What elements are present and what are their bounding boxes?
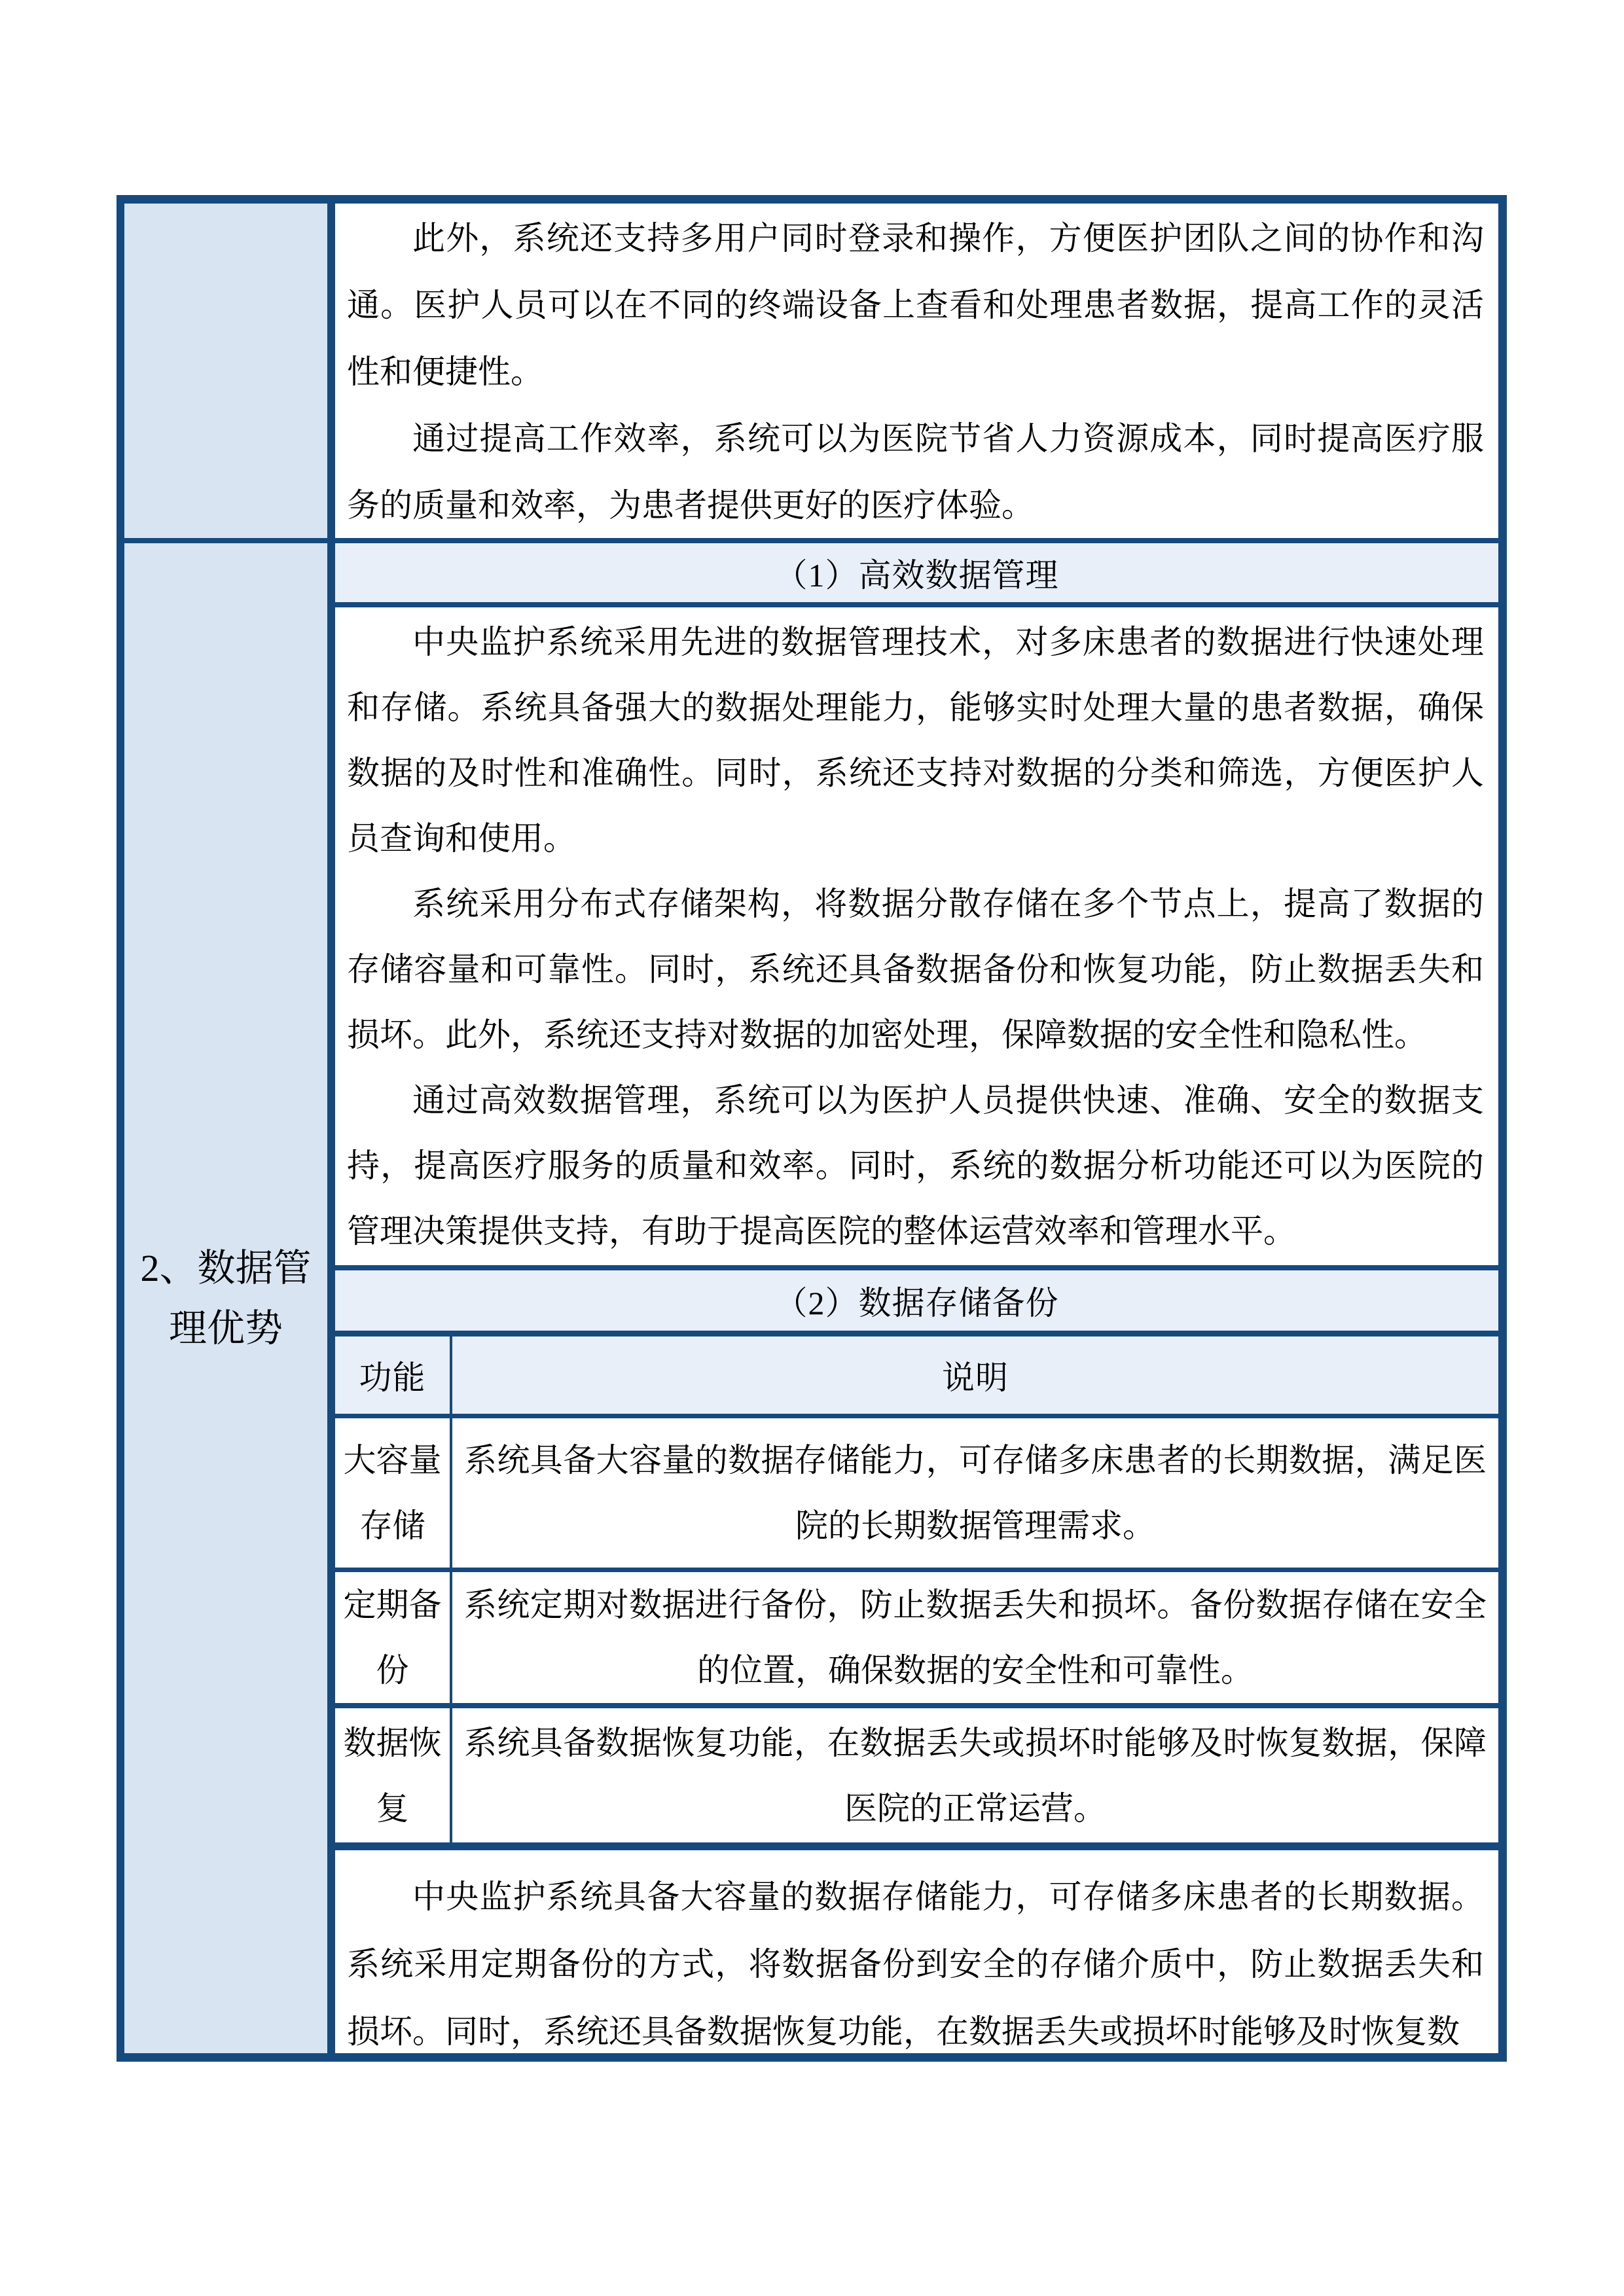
advantages-table [117, 195, 1507, 2062]
column-header-feature [335, 1336, 450, 1414]
column-header-description-label: 说明 [942, 1359, 1009, 1396]
table-row-feature [335, 1572, 450, 1703]
continuation-paragraph: 此外，系统还支持多用户同时登录和操作，方便医护团队之间的协作和沟通。医护人员可以在不同的终端设备上查看和处理患者数据，提高工作的灵活性和便捷性。 [347, 220, 1484, 390]
table-row-description [452, 1708, 1498, 1842]
table-row-feature [335, 1708, 450, 1842]
section1-paragraph: 中央监护系统采用先进的数据管理技术，对多床患者的数据进行快速处理和存储。系统具备强大的数据处理能力，能够实时处理大量的患者数据，确保数据的及时性和准确性。同时，系统还支持对数据的分类和筛选，方便医护人员查询和使用。 [347, 624, 1484, 857]
row-label-cell [124, 543, 327, 2053]
feature-label: 数据恢复 [343, 1724, 442, 1827]
section2-title: （2）数据存储备份 [774, 1285, 1059, 1321]
section1-paragraph: 通过高效数据管理，系统可以为医护人员提供快速、准确、安全的数据支持，提高医疗服务的质量和效率。同时，系统的数据分析功能还可以为医院的管理决策提供支持，有助于提高医院的整体运营效率和管理水平。 [347, 1082, 1484, 1249]
table-row-description [452, 1418, 1498, 1568]
column-header-feature-label: 功能 [359, 1359, 426, 1396]
continuation-paragraph: 通过提高工作效率，系统可以为医院节省人力资源成本，同时提高医疗服务的质量和效率，为患者提供更好的医疗体验。 [347, 420, 1484, 524]
column-header-description [452, 1336, 1498, 1414]
section1-paragraph: 系统采用分布式存储架构，将数据分散存储在多个节点上，提高了数据的存储容量和可靠性。同时，系统还具备数据备份和恢复功能，防止数据丢失和损坏。此外，系统还支持对数据的加密处理，保障数据的安全性和隐私性。 [347, 886, 1484, 1053]
description-text: 系统具备大容量的数据存储能力，可存储多床患者的长期数据，满足医院的长期数据管理需求。 [464, 1442, 1487, 1544]
label-cell-empty [124, 204, 327, 538]
table-row-description [452, 1572, 1498, 1703]
continuation-cell [335, 204, 1498, 538]
section2-summary-paragraph: 中央监护系统具备大容量的数据存储能力，可存储多床患者的长期数据。系统采用定期备份的方式，将数据备份到安全的存储介质中，防止数据丢失和损坏。同时，系统还具备数据恢复功能，在数据丢失或损坏时能够及时恢复数 [347, 1878, 1484, 2050]
section1-header [335, 543, 1498, 602]
description-text: 系统定期对数据进行备份，防止数据丢失和损坏。备份数据存储在安全的位置，确保数据的安全性和可靠性。 [464, 1587, 1487, 1689]
section2-header [335, 1270, 1498, 1331]
feature-label: 大容量存储 [343, 1442, 442, 1544]
description-text: 系统具备数据恢复功能，在数据丢失或损坏时能够及时恢复数据，保障医院的正常运营。 [464, 1724, 1487, 1827]
row-label: 2、数据管理优势 [140, 1246, 312, 1350]
section1-body-cell [335, 607, 1498, 1265]
section1-title: （1）高效数据管理 [774, 557, 1059, 594]
table-row-feature [335, 1418, 450, 1568]
section2-summary-cell [335, 1850, 1498, 2053]
feature-label: 定期备份 [343, 1587, 442, 1689]
